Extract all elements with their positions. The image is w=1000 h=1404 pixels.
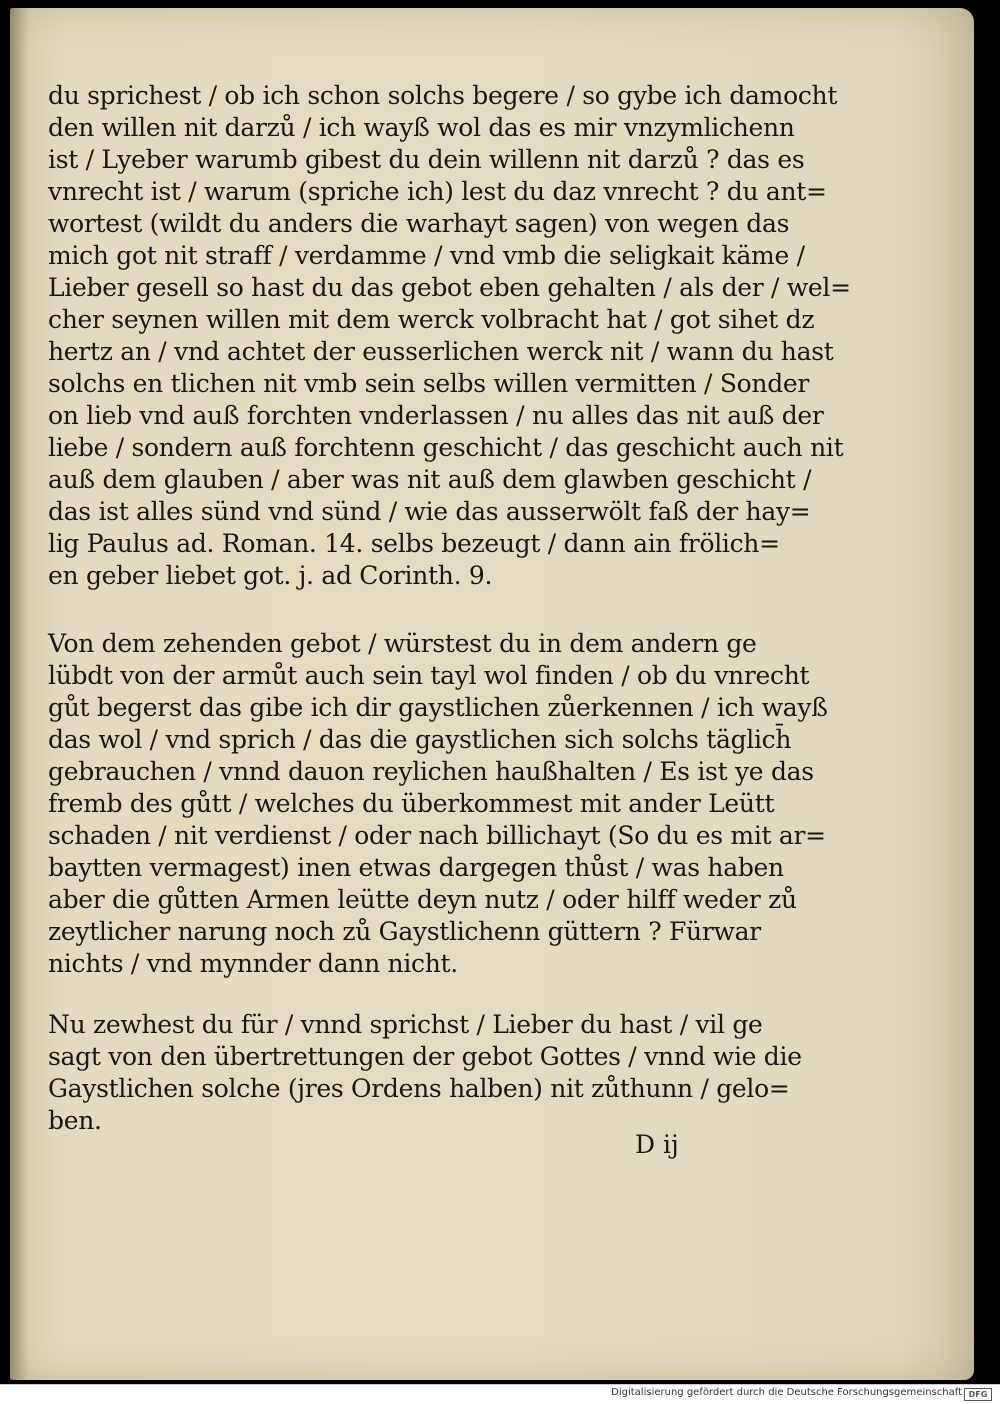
text-line: ben. <box>48 1106 102 1135</box>
text-line: baytten vermagest) inen etwas dargegen thůst / was haben <box>48 853 784 882</box>
text-line: zeytlicher narung noch zů Gaystlichenn güttern ? Fürwar <box>48 917 761 946</box>
text-line: Von dem zehenden gebot / würstest du in dem andern ge <box>48 629 757 658</box>
text-line: hertz an / vnd achtet der eusserlichen werck nit / wann du hast <box>48 337 834 366</box>
text-line: cher seynen willen mit dem werck volbracht hat / got sihet dz <box>48 305 815 334</box>
paragraph-3 <box>48 1009 802 1137</box>
text-line: Nu zewhest du für / vnnd sprichst / Lieber du hast / vil ge <box>48 1010 763 1039</box>
text-line: liebe / sondern auß forchtenn geschicht / das geschicht auch nit <box>48 433 844 462</box>
text-line: das wol / vnd sprich / das die gaystlichen sich solchs täglich̄ <box>48 725 792 754</box>
text-line: auß dem glauben / aber was nit auß dem glawben geschicht / <box>48 465 812 494</box>
text-line: wortest (wildt du anders die warhayt sagen) von wegen das <box>48 209 790 238</box>
text-line: lübdt von der armůt auch sein tayl wol finden / ob du vnrecht <box>48 661 810 690</box>
text-line: Gaystlichen solche (jres Ordens halben) nit zůthunn / gelo= <box>48 1074 790 1103</box>
text-line: on lieb vnd auß forchten vnderlassen / nu alles das nit auß der <box>48 401 824 430</box>
book-page <box>10 8 974 1380</box>
text-line: ist / Lyeber warumb gibest du dein willenn nit darzů ? das es <box>48 145 805 174</box>
text-line: lig Paulus ad. Roman. 14. selbs bezeugt / dann ain frölich= <box>48 529 780 558</box>
text-line: schaden / nit verdienst / oder nach billichayt (So du es mit ar= <box>48 821 826 850</box>
text-line: en geber liebet got. j. ad Corinth. 9. <box>48 561 493 590</box>
paragraph-2 <box>48 628 828 980</box>
signature-mark: D ij <box>635 1130 679 1159</box>
text-line: vnrecht ist / warum (spriche ich) lest du daz vnrecht ? du ant= <box>48 177 827 206</box>
text-line: mich got nit straff / verdamme / vnd vmb die seligkait käme / <box>48 241 805 270</box>
paragraph-1 <box>48 80 851 592</box>
text-line: nichts / vnd mynnder dann nicht. <box>48 949 458 978</box>
text-line: gůt begerst das gibe ich dir gaystlichen zůerkennen / ich wayß <box>48 693 828 722</box>
dfg-logo: DFG <box>964 1388 992 1401</box>
text-line: aber die gůtten Armen leütte deyn nutz / oder hilff weder zů <box>48 885 797 914</box>
text-line: du sprichest / ob ich schon solchs begere / so gybe ich damocht <box>48 81 838 110</box>
text-line: Lieber gesell so hast du das gebot eben gehalten / als der / wel= <box>48 273 851 302</box>
text-line: fremb des gůtt / welches du überkommest mit ander Leütt <box>48 789 775 818</box>
footer-bar <box>0 1384 1000 1404</box>
text-line: sagt von den übertrettungen der gebot Gottes / vnnd wie die <box>48 1042 802 1071</box>
text-line: gebrauchen / vnnd dauon reylichen haußhalten / Es ist ye das <box>48 757 814 786</box>
page-gutter-shadow <box>10 8 28 1380</box>
text-line: den willen nit darzů / ich wayß wol das es mir vnzymlichenn <box>48 113 795 142</box>
funding-note: Digitalisierung gefördert durch die Deutsche Forschungsgemeinschaft <box>611 1387 962 1398</box>
text-line: das ist alles sünd vnd sünd / wie das ausserwölt faß der hay= <box>48 497 811 526</box>
text-line: solchs en tlichen nit vmb sein selbs willen vermitten / Sonder <box>48 369 810 398</box>
